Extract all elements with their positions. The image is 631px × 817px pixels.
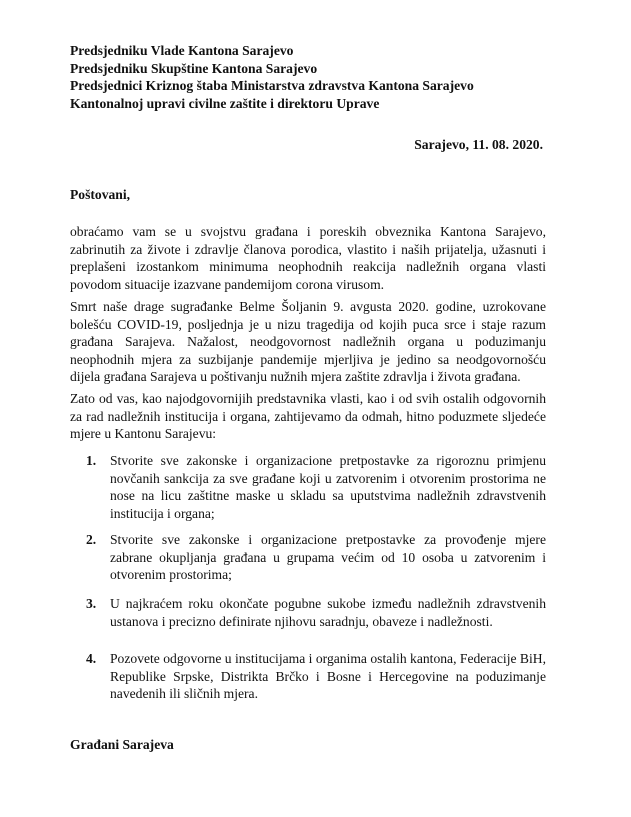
paragraph-tragedy: Smrt naše drage sugrađanke Belme Šoljanin 9. avgusta 2020. godine, uzrokovane bolešću COVID-19, posljednja je u nizu tragedija od kojih puca srce i staje razum građana Sarajeva. Nažalost, neodgovornost nadležnih organa u poduzimanju neophodnih mjera za suzbijanje pandemije mjerljiva je jedino sa neodgovornošću dijela građana Sarajeva u poštivanju nužnih mjera zaštite zdravlja i života građana. [70,299,546,385]
paragraph-intro: obraćamo vam se u svojstvu građana i poreskih obveznika Kantona Sarajevo, zabrinutih za živote i zdravlje članova porodica, vlastito i naših prijatelja, užasnuti i preplašeni izostankom minimuma neophodnih reakcija nadležnih organa vlasti povodom situacije izazvane pandemijom corona virusom. [70,224,546,292]
demand-item [86,650,546,703]
recipient-line: Predsjedniku Skupštine Kantona Sarajevo [70,60,318,76]
demand-item [86,452,546,522]
letter-date: Sarajevo, 11. 08. 2020. [414,137,543,152]
paragraph-demand: Zato od vas, kao najodgovornijih predstavnika vlasti, kao i od svih ostalih odgovornih za rad nadležnih institucija i organa, zahtijevamo da odmah, hitno poduzmete sljedeće mjere u Kantonu Sarajevu: [70,391,546,442]
recipient-line: Kantonalnoj upravi civilne zaštite i direktoru Uprave [70,95,380,111]
demand-text: U najkraćem roku okončate pogubne sukobe između nadležnih zdravstvenih ustanova i precizno definirate njihovu saradnju, obaveze i nadležnosti. [110,596,546,629]
signature: Građani Sarajeva [70,737,174,752]
demand-text: Pozovete odgovorne u institucijama i organima ostalih kantona, Federacije BiH, Republike Srpske, Distrikta Brčko i Bosne i Hercegovine na poduzimanje navedenih ili sličnih mjera. [110,651,546,702]
recipients-block [70,42,474,112]
demand-number: 1. [86,453,97,468]
demand-item [86,531,546,584]
greeting: Poštovani, [70,187,131,202]
demand-text: Stvorite sve zakonske i organizacione pretpostavke za provođenje mjere zabrane okupljanja građana u grupama većim od 10 osoba u zatvorenim i otvorenim prostorima; [110,532,546,583]
recipient-line: Predsjednici Kriznog štaba Ministarstva zdravstva Kantona Sarajevo [70,78,474,93]
demand-number: 3. [86,596,97,611]
demand-text: Stvorite sve zakonske i organizacione pretpostavke za rigoroznu primjenu novčanih sankcija za sve građane koji u zatvorenim i otvorenim prostorima ne nose na licu zaštitne maske u skladu sa uputstvima nadležnih zdravstvenih institucija i organa; [110,453,546,521]
demand-item [86,595,546,630]
demand-number: 4. [86,651,97,666]
recipient-line: Predsjedniku Vlade Kantona Sarajevo [70,43,294,58]
demand-number: 2. [86,532,97,547]
